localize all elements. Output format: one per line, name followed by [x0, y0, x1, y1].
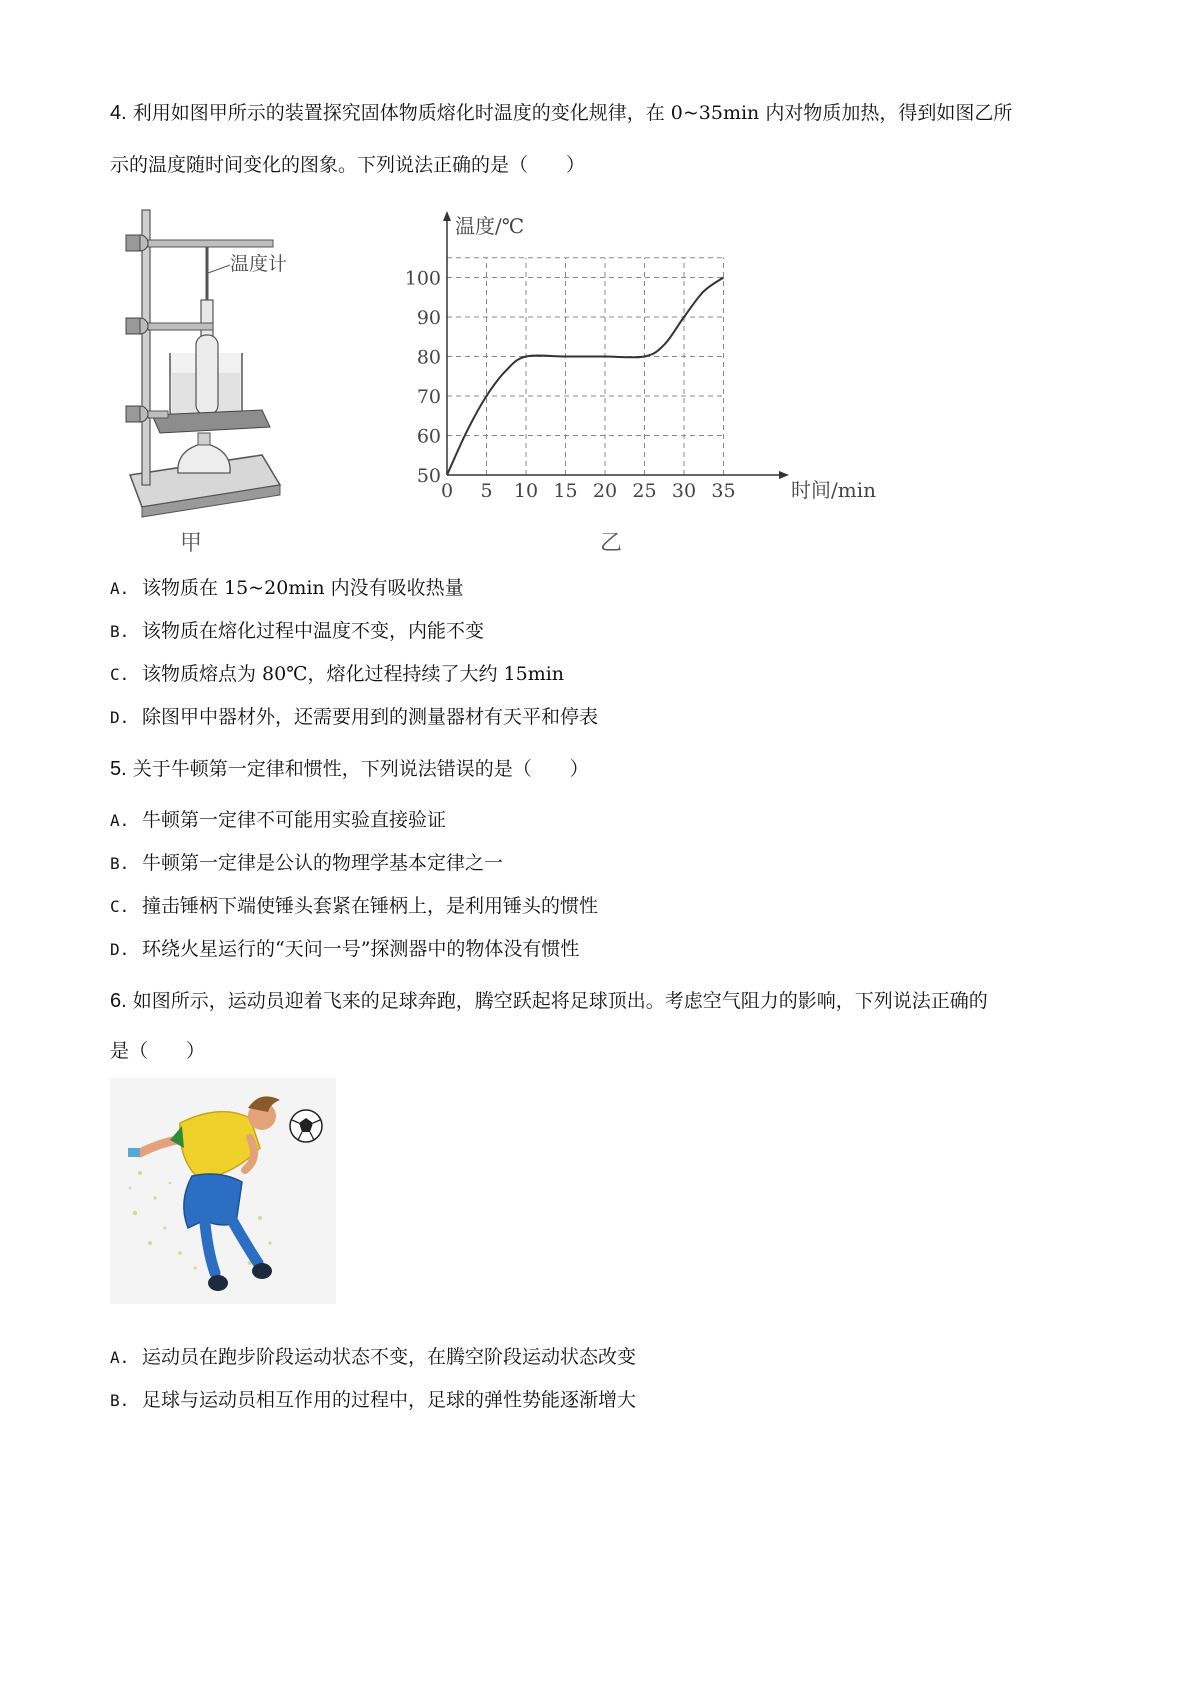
option-text: 牛顿第一定律不可能用实验直接验证 [142, 809, 447, 831]
x-axis-label: 时间/min [791, 478, 876, 502]
option-text: 足球与运动员相互作用的过程中，足球的弹性势能逐渐增大 [142, 1389, 637, 1411]
y-tick-label: 100 [404, 267, 441, 290]
option-text: 牛顿第一定律是公认的物理学基本定律之一 [142, 852, 504, 874]
q4-stem-text2: 示的温度随时间变化的图象。下列说法正确的是（ ） [110, 154, 586, 176]
option-text: 环绕火星运行的“天问一号”探测器中的物体没有惯性 [142, 938, 580, 960]
figure-caption-jia: 甲 [180, 531, 203, 556]
q6-option-a[interactable] [110, 1344, 636, 1371]
q4-option-b[interactable] [110, 618, 484, 645]
x-axis-arrow-icon [779, 471, 789, 479]
soccer-player-figure [110, 1078, 336, 1304]
option-letter: A. [110, 579, 130, 598]
y-axis-label: 温度/℃ [455, 214, 525, 238]
q6-stem-text2: 是（ ） [110, 1040, 206, 1062]
option-letter: A. [110, 811, 130, 830]
q6-option-b[interactable] [110, 1387, 636, 1414]
q4-option-d[interactable] [110, 704, 598, 731]
x-tick-label: 15 [553, 480, 578, 502]
q5-option-c[interactable] [110, 893, 598, 920]
option-text: 该物质在熔化过程中温度不变，内能不变 [142, 620, 485, 642]
q5-option-d[interactable] [110, 936, 579, 963]
apparatus-figure [112, 205, 372, 515]
q4-option-a[interactable] [110, 575, 464, 602]
q6-stem-line1 [110, 988, 1110, 1014]
q5-option-a[interactable] [110, 807, 446, 834]
apparatus-illustration [112, 205, 372, 515]
q5-option-b[interactable] [110, 850, 503, 877]
soccer-ball-icon [290, 1110, 322, 1142]
q5-number: 5. [110, 758, 127, 780]
x-tick-label: 35 [711, 480, 736, 502]
soccer-player-illustration [110, 1078, 336, 1304]
temperature-chart-svg [395, 205, 876, 515]
q6-number: 6. [110, 990, 127, 1012]
figure-caption-yi: 乙 [600, 531, 623, 556]
option-text: 撞击锤柄下端使锤头套紧在锤柄上，是利用锤头的惯性 [142, 895, 599, 917]
option-text: 该物质熔点为 80℃，熔化过程持续了大约 15min [142, 663, 565, 685]
option-text: 该物质在 15~20min 内没有吸收热量 [142, 577, 464, 599]
q5-stem [110, 756, 1110, 782]
option-letter: D. [110, 708, 130, 727]
x-tick-label: 20 [592, 480, 618, 502]
x-tick-label: 30 [671, 480, 697, 502]
y-axis-arrow-icon [443, 211, 451, 221]
y-tick-label: 60 [416, 425, 441, 448]
q6-stem-text1: 如图所示，运动员迎着飞来的足球奔跑，腾空跃起将足球顶出。考虑空气阻力的影响，下列说法正确的 [132, 990, 988, 1012]
q4-option-c[interactable] [110, 661, 564, 688]
option-letter: B. [110, 1391, 130, 1410]
option-letter: C. [110, 897, 130, 916]
option-letter: A. [110, 1348, 130, 1367]
y-tick-label: 70 [416, 386, 441, 408]
y-tick-label: 80 [416, 346, 441, 369]
option-letter: B. [110, 854, 130, 873]
x-tick-label: 0 [440, 480, 454, 502]
temperature-chart [395, 205, 876, 515]
temperature-curve [447, 278, 724, 476]
option-letter: C. [110, 665, 130, 684]
thermometer-label: 温度计 [230, 253, 288, 275]
q4-number: 4. [110, 102, 127, 124]
option-text: 除图甲中器材外，还需要用到的测量器材有天平和停表 [142, 706, 599, 728]
q6-stem-line2 [110, 1038, 1110, 1064]
x-tick-label: 5 [480, 480, 493, 502]
option-text: 运动员在跑步阶段运动状态不变，在腾空阶段运动状态改变 [142, 1346, 637, 1368]
q4-stem-line1 [110, 100, 1110, 126]
q5-stem-text: 关于牛顿第一定律和惯性，下列说法错误的是（ ） [132, 758, 589, 780]
y-tick-label: 90 [416, 307, 441, 329]
x-tick-label: 25 [632, 480, 657, 502]
y-tick-label: 50 [416, 465, 441, 487]
q4-stem-text1: 利用如图甲所示的装置探究固体物质熔化时温度的变化规律，在 0~35min 内对物质加热，得到如图乙所 [132, 102, 1013, 124]
option-letter: D. [110, 940, 130, 959]
option-letter: B. [110, 622, 130, 641]
x-tick-label: 10 [513, 480, 539, 502]
q4-stem-line2 [110, 152, 1110, 178]
